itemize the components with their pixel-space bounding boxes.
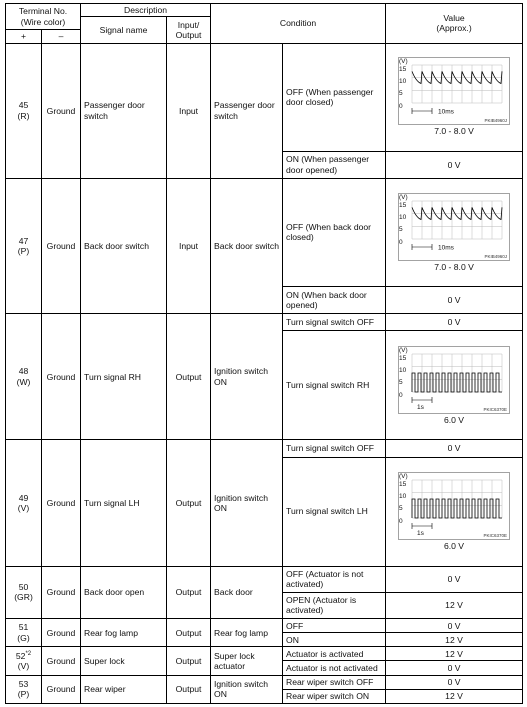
io-cell: Input <box>167 178 211 313</box>
condition-cell: ON <box>283 633 386 647</box>
wire-color: (P) <box>17 689 30 700</box>
waveform-graph <box>398 57 510 125</box>
condition-cell: ON (When back door opened) <box>283 286 386 313</box>
condition-main-cell: Super lock actuator <box>211 647 283 675</box>
graph-y-label: 5 <box>399 378 403 386</box>
wire-color: (P) <box>17 246 30 257</box>
signal-name-cell: Rear fog lamp <box>81 619 167 647</box>
figure-code: PKIC6370E <box>483 532 508 538</box>
terminal-number-cell <box>6 675 42 703</box>
graph-y-label: (V) <box>399 346 408 354</box>
plus-header: + <box>6 30 42 43</box>
graph-frame <box>399 58 510 125</box>
signal-name-cell: Turn signal LH <box>81 440 167 566</box>
condition-main-cell: Back door <box>211 566 283 619</box>
terminal-number: 49 <box>18 492 29 503</box>
graph-y-label: 5 <box>399 225 403 233</box>
value-text: 0 V <box>447 662 461 673</box>
io-cell: Input <box>167 43 211 178</box>
condition-cell: OFF (When passenger door closed) <box>283 43 386 151</box>
terminal-footnote: *2 <box>25 650 32 657</box>
value-text: 0 V <box>447 159 461 170</box>
graph-y-label: 15 <box>399 354 407 362</box>
graph-y-label: 10 <box>399 492 407 500</box>
ground-cell: Ground <box>42 43 81 178</box>
value-text: 6.0 V <box>443 414 465 425</box>
value-text: 12 V <box>445 691 463 702</box>
time-scale-marker <box>412 244 432 250</box>
condition-cell: Turn signal switch OFF <box>283 440 386 457</box>
figure-code: PKIC6370E <box>483 406 508 412</box>
value-cell <box>386 440 523 457</box>
ground-cell: Ground <box>42 440 81 566</box>
terminal-number-cell <box>6 314 42 440</box>
description-header: Description <box>81 4 211 17</box>
time-scale-marker <box>412 108 432 114</box>
condition-main-cell: Rear fog lamp <box>211 619 283 647</box>
value-cell <box>386 619 523 633</box>
condition-cell: OPEN (Actuator is activated) <box>283 592 386 618</box>
waveform-graph <box>398 346 510 414</box>
terminal-number-cell <box>6 647 42 675</box>
ground-cell: Ground <box>42 314 81 440</box>
value-cell <box>386 566 523 592</box>
table-row <box>6 619 523 633</box>
condition-header: Condition <box>211 4 386 44</box>
signal-name-cell: Back door open <box>81 566 167 619</box>
value-text: 12 V <box>445 634 463 645</box>
graph-y-label: 5 <box>399 90 403 98</box>
graph-grid <box>412 201 502 239</box>
value-text: 0 V <box>447 620 461 631</box>
condition-cell: ON (When passenger door opened) <box>283 151 386 178</box>
figure-code: PKIB4960J <box>484 118 508 124</box>
value-cell <box>386 178 523 286</box>
condition-cell: Rear wiper switch OFF <box>283 675 386 689</box>
graph-y-label: (V) <box>399 193 408 201</box>
value-cell <box>386 457 523 566</box>
condition-cell: Turn signal switch OFF <box>283 314 386 331</box>
io-cell: Output <box>167 314 211 440</box>
graph-y-label: 10 <box>399 366 407 374</box>
condition-cell: OFF (Actuator is not activated) <box>283 566 386 592</box>
terminal-header <box>6 4 81 30</box>
time-scale-label: 1s <box>417 529 424 537</box>
ground-cell: Ground <box>42 647 81 675</box>
time-scale-marker <box>412 523 432 529</box>
table-row <box>6 440 523 457</box>
signal-name-cell: Back door switch <box>81 178 167 313</box>
io-cell: Output <box>167 675 211 703</box>
value-text: 12 V <box>445 648 463 659</box>
terminal-number: 53 <box>18 678 29 689</box>
table-row <box>6 178 523 286</box>
wire-color-header-label: (Wire color) <box>20 16 66 27</box>
value-text: 0 V <box>447 677 461 687</box>
wire-color: (GR) <box>14 592 33 603</box>
value-cell <box>386 151 523 178</box>
value-text: 0 V <box>447 294 461 305</box>
terminal-spec-table <box>5 3 523 704</box>
waveform-graph <box>398 193 510 261</box>
signal-trace <box>412 72 502 84</box>
value-text: 0 V <box>447 574 461 585</box>
graph-y-label: 15 <box>399 66 407 74</box>
terminal-number: 48 <box>18 366 29 377</box>
value-text: 12 V <box>445 600 463 611</box>
io-header: Input/ Output <box>167 17 211 43</box>
condition-cell: Actuator is activated <box>283 647 386 661</box>
ground-cell: Ground <box>42 619 81 647</box>
waveform-graph <box>398 472 510 540</box>
graph-y-label: 15 <box>399 480 407 488</box>
graph-y-label: 0 <box>399 517 403 525</box>
graph-y-label: 10 <box>399 78 407 86</box>
graph-y-label: (V) <box>399 58 408 66</box>
wire-color: (V) <box>17 502 30 513</box>
figure-code: PKIB4960J <box>484 253 508 259</box>
wire-color: (W) <box>16 376 31 387</box>
value-cell <box>386 647 523 661</box>
wire-color: (R) <box>17 110 30 121</box>
signal-name-cell: Turn signal RH <box>81 314 167 440</box>
condition-main-cell: Passenger door switch <box>211 43 283 178</box>
value-cell <box>386 689 523 703</box>
io-cell: Output <box>167 566 211 619</box>
signal-name-cell: Passenger door switch <box>81 43 167 178</box>
table-body <box>6 43 523 703</box>
value-cell <box>386 661 523 675</box>
io-cell: Output <box>167 440 211 566</box>
io-cell: Output <box>167 647 211 675</box>
wire-color: (V) <box>17 660 30 671</box>
wire-color: (G) <box>17 632 30 643</box>
graph-grid <box>412 65 502 103</box>
terminal-number: 51 <box>18 622 29 633</box>
table-row <box>6 647 523 661</box>
graph-y-label: (V) <box>399 472 408 480</box>
time-scale-marker <box>412 397 432 403</box>
ground-cell: Ground <box>42 566 81 619</box>
graph-y-label: 0 <box>399 103 403 111</box>
value-cell <box>386 314 523 331</box>
value-text: 0 V <box>447 443 461 454</box>
graph-y-label: 15 <box>399 201 407 209</box>
condition-main-cell: Back door switch <box>211 178 283 313</box>
value-text: 7.0 - 8.0 V <box>434 261 474 272</box>
ground-cell: Ground <box>42 675 81 703</box>
approx-header-label: (Approx.) <box>436 23 472 34</box>
value-cell <box>386 331 523 440</box>
terminal-number: 47 <box>18 235 29 246</box>
ground-cell: Ground <box>42 178 81 313</box>
value-header <box>386 4 523 44</box>
condition-main-cell: Ignition switch ON <box>211 675 283 703</box>
graph-y-label: 0 <box>399 238 403 246</box>
value-text: 7.0 - 8.0 V <box>434 126 474 137</box>
signal-name-header: Signal name <box>81 17 167 43</box>
signal-name-cell: Super lock <box>81 647 167 675</box>
graph-y-label: 10 <box>399 213 407 221</box>
condition-cell: OFF (When back door closed) <box>283 178 386 286</box>
value-text: 0 V <box>447 317 461 328</box>
terminal-number: 45 <box>18 100 29 111</box>
value-header-label: Value <box>443 13 465 23</box>
graph-frame <box>399 193 510 260</box>
signal-trace <box>412 499 502 518</box>
table-row <box>6 43 523 151</box>
value-cell <box>386 286 523 313</box>
terminal-number-cell <box>6 619 42 647</box>
table-row <box>6 675 523 689</box>
condition-main-cell: Ignition switch ON <box>211 440 283 566</box>
io-cell: Output <box>167 619 211 647</box>
condition-main-cell: Ignition switch ON <box>211 314 283 440</box>
condition-cell: Rear wiper switch ON <box>283 689 386 703</box>
time-scale-label: 1s <box>417 403 424 411</box>
terminal-header-label: Terminal No. <box>18 6 68 17</box>
signal-name-cell: Rear wiper <box>81 675 167 703</box>
value-cell <box>386 592 523 618</box>
terminal-number: 52 <box>15 650 26 661</box>
signal-trace <box>412 207 502 219</box>
graph-y-label: 0 <box>399 391 403 399</box>
minus-header: – <box>42 30 81 43</box>
terminal-number-cell <box>6 43 42 178</box>
terminal-number: 50 <box>18 582 29 593</box>
time-scale-label: 10ms <box>438 108 454 116</box>
graph-y-label: 5 <box>399 504 403 512</box>
condition-cell: OFF <box>283 619 386 633</box>
condition-cell: Turn signal switch LH <box>283 457 386 566</box>
terminal-number-cell <box>6 178 42 313</box>
value-text: 6.0 V <box>443 540 465 551</box>
value-cell <box>386 633 523 647</box>
value-cell <box>386 43 523 151</box>
table-row <box>6 566 523 592</box>
condition-cell: Actuator is not activated <box>283 661 386 675</box>
table-row <box>6 314 523 331</box>
time-scale-label: 10ms <box>438 244 454 252</box>
signal-trace <box>412 373 502 392</box>
value-cell <box>386 675 523 689</box>
condition-cell: Turn signal switch RH <box>283 331 386 440</box>
terminal-number-cell <box>6 566 42 619</box>
terminal-number-cell <box>6 440 42 566</box>
